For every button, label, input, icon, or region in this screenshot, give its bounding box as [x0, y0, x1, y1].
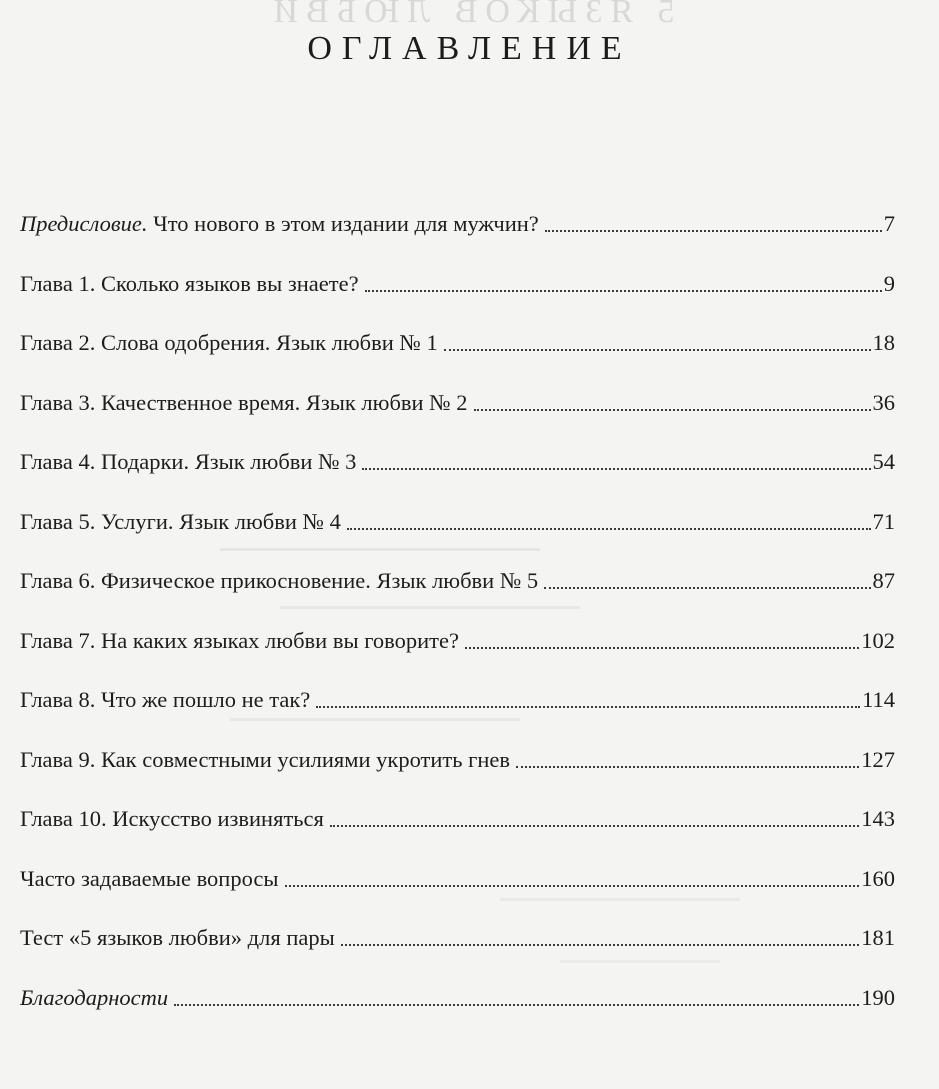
dot-leader	[330, 801, 859, 827]
toc-entry-title	[20, 504, 341, 540]
dot-leader	[316, 682, 860, 708]
toc-entry[interactable]	[20, 325, 895, 385]
toc-entry[interactable]	[20, 206, 895, 266]
toc-page-number: 160	[861, 865, 895, 891]
toc-page-number: 127	[861, 746, 895, 772]
toc-page-number: 36	[872, 389, 895, 415]
toc-page-number: 190	[861, 984, 895, 1010]
toc-entry-text: Глава 10. Искусство извиняться	[20, 806, 324, 831]
toc-entry-title	[20, 682, 310, 718]
dot-leader	[544, 563, 870, 589]
toc-page-number: 87	[872, 568, 895, 593]
dot-leader	[362, 444, 870, 470]
toc-entry-title	[20, 563, 538, 599]
toc-entry-title	[20, 742, 510, 778]
toc-entry[interactable]	[20, 682, 895, 742]
dot-leader	[341, 920, 860, 946]
toc-entry-title	[20, 385, 468, 421]
dot-leader	[347, 504, 871, 530]
toc-entry-title	[20, 444, 356, 480]
toc-entry-text: Глава 4. Подарки. Язык любви № 3	[20, 449, 357, 474]
toc-entry-text: Глава 6. Физическое прикосновение. Язык любви № 5	[20, 568, 539, 593]
toc-entry[interactable]	[20, 801, 895, 861]
toc-entry[interactable]	[20, 385, 895, 445]
toc-entry[interactable]	[20, 742, 895, 802]
toc-entry[interactable]	[20, 444, 895, 504]
toc-entry-title	[20, 861, 279, 897]
toc-page-number: 114	[862, 687, 895, 712]
toc-entry[interactable]	[20, 266, 895, 326]
dot-leader	[365, 266, 882, 292]
toc-entry-title	[20, 325, 438, 361]
table-of-contents	[20, 206, 895, 1039]
toc-entry-text: Глава 2. Слова одобрения. Язык любви № 1	[20, 330, 438, 355]
toc-entry-text: Глава 9. Как совместными усилиями укротить гнев	[20, 746, 511, 772]
toc-entry-title	[20, 801, 324, 837]
toc-page-number: 54	[872, 449, 895, 474]
dot-leader	[465, 623, 859, 649]
toc-entry-text: Глава 8. Что же пошло не так?	[20, 687, 311, 712]
dot-leader	[545, 206, 882, 232]
toc-entry-lead: Благодарности	[20, 984, 169, 1010]
toc-entry-text: Глава 7. На каких языках любви вы говорите?	[20, 627, 459, 653]
toc-entry[interactable]	[20, 623, 895, 683]
toc-page-number: 102	[861, 627, 895, 653]
toc-entry-title	[20, 980, 168, 1016]
toc-entry[interactable]	[20, 563, 895, 623]
toc-entry-text: Глава 5. Услуги. Язык любви № 4	[20, 508, 341, 534]
page-title: ОГЛАВЛЕНИЕ	[307, 30, 632, 67]
toc-entry-title	[20, 206, 539, 242]
toc-entry-title	[20, 623, 459, 659]
toc-entry[interactable]	[20, 980, 895, 1040]
toc-entry[interactable]	[20, 504, 895, 564]
toc-entry-text: Глава 3. Качественное время. Язык любви № 2	[20, 389, 468, 415]
toc-entry-lead: Предисловие.	[20, 211, 148, 236]
toc-page-number: 71	[872, 508, 895, 534]
toc-page-number: 7	[883, 211, 895, 236]
toc-entry[interactable]	[20, 920, 895, 980]
toc-page-number: 18	[872, 330, 895, 355]
toc-page-number: 181	[861, 925, 895, 950]
dot-leader	[285, 861, 860, 887]
toc-entry-text: Тест «5 языков любви» для пары	[20, 925, 335, 950]
toc-page-number: 9	[883, 270, 895, 296]
toc-entry-title	[20, 266, 359, 302]
dot-leader	[444, 325, 871, 351]
dot-leader	[174, 980, 859, 1006]
toc-page-number: 143	[861, 806, 895, 831]
dot-leader	[474, 385, 871, 411]
toc-entry[interactable]	[20, 861, 895, 921]
toc-entry-text: Глава 1. Сколько языков вы знаете?	[20, 270, 359, 296]
toc-entry-text: Часто задаваемые вопросы	[20, 865, 279, 891]
header-bleed: 5 ЯЗЫКОВ ЛЮБВИ	[265, 0, 675, 30]
toc-entry-text: Что нового в этом издании для мужчин?	[147, 211, 539, 236]
toc-entry-title	[20, 920, 335, 956]
dot-leader	[516, 742, 859, 768]
